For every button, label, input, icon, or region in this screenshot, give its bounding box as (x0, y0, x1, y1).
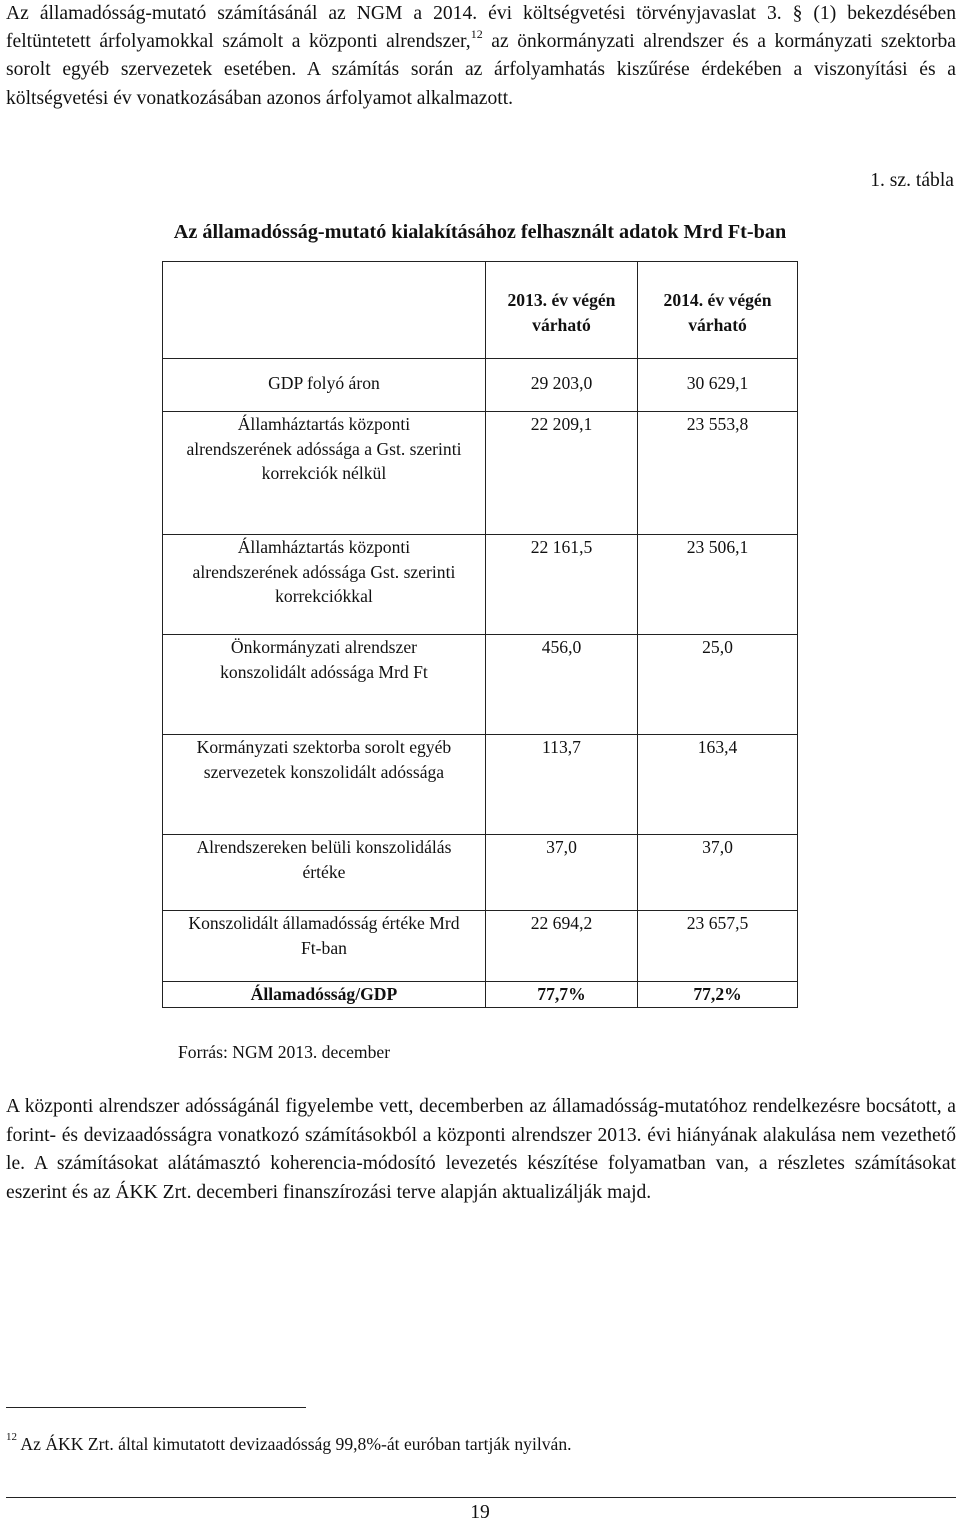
summary-row (163, 982, 798, 1008)
footnote-separator (6, 1407, 306, 1408)
header-2014: 2014. év végén várható (638, 262, 798, 359)
table-row (163, 412, 798, 535)
footnote-reference[interactable]: 12 (470, 26, 483, 41)
row-label: Önkormányzati alrendszer konszolidált adóssága Mrd Ft (163, 635, 486, 735)
value-2014: 23 506,1 (638, 535, 798, 635)
debt-data-table (162, 261, 798, 1008)
page-footer-separator (6, 1497, 956, 1498)
footnote (6, 1431, 572, 1455)
row-label: Kormányzati szektorba sorolt egyéb szervezetek konszolidált adóssága (163, 735, 486, 835)
row-label: Konszolidált államadósság értéke Mrd Ft-ban (163, 911, 486, 982)
value-2014: 25,0 (638, 635, 798, 735)
value-2014: 30 629,1 (638, 359, 798, 412)
table-row (163, 911, 798, 982)
table-reference: 1. sz. tábla (870, 170, 954, 191)
closing-paragraph: A központi alrendszer adósságánál figyelembe vett, decemberben az államadósság-mutatóhoz rendelkezésre bocsátott, a forint- és devizaadósságra vonatkozó számításokból a központi alrendszer 2013. évi hiányának alakulása nem vezethető le. A számításokat alátámasztó koherencia-módosító levezetés készítése folyamatban van, a részletes számításokat eszerint és az ÁKK Zrt. decemberi finanszírozási terve alapján aktualizálják majd. (6, 1096, 956, 1203)
value-2014: 23 553,8 (638, 412, 798, 535)
row-label: Államháztartás központi alrendszerének adóssága Gst. szerinti korrekciókkal (163, 535, 486, 635)
value-2013: 113,7 (485, 735, 637, 835)
table-header-row (163, 262, 798, 359)
table-row (163, 359, 798, 412)
value-2013: 456,0 (485, 635, 637, 735)
summary-value-2014: 77,2% (638, 982, 798, 1008)
row-label: Államháztartás központi alrendszerének adóssága a Gst. szerinti korrekciók nélkül (163, 412, 486, 535)
intro-text-part1: Az államadósság-mutató számításánál az NGM a 2014. évi költségvetési törvényjavaslat 3. § (1) bekezdésében feltüntetett árfolyamokkal számolt a központi alrendszer, (6, 3, 956, 53)
table-row (163, 835, 798, 911)
intro-text-part2: az önkormányzati alrendszer és a kormányzati szektorba sorolt egyéb szervezetek esetében. A számítás során az árfolyamhatás kiszűrése érdekében a viszonyítási és a költségvetési év vonatkozásában azonos árfolyamot alkalmazott. (6, 31, 956, 109)
value-2014: 37,0 (638, 835, 798, 911)
table-row (163, 735, 798, 835)
summary-label: Államadósság/GDP (163, 982, 486, 1008)
row-label: GDP folyó áron (163, 359, 486, 412)
table-row (163, 535, 798, 635)
value-2013: 22 161,5 (485, 535, 637, 635)
value-2014: 23 657,5 (638, 911, 798, 982)
table-row (163, 635, 798, 735)
value-2013: 22 209,1 (485, 412, 637, 535)
table-source: Forrás: NGM 2013. december (178, 1042, 391, 1062)
value-2013: 29 203,0 (485, 359, 637, 412)
row-label: Alrendszereken belüli konszolidálás értéke (163, 835, 486, 911)
summary-value-2013: 77,7% (485, 982, 637, 1008)
footnote-text: Az ÁKK Zrt. által kimutatott devizaadósság 99,8%-át euróban tartják nyilván. (17, 1434, 572, 1454)
header-2013: 2013. év végén várható (485, 262, 637, 359)
intro-paragraph (6, 0, 956, 113)
footnote-number: 12 (6, 1431, 17, 1444)
value-2013: 37,0 (485, 835, 637, 911)
page-number: 19 (470, 1502, 490, 1523)
value-2013: 22 694,2 (485, 911, 637, 982)
header-empty-cell (163, 262, 486, 359)
value-2014: 163,4 (638, 735, 798, 835)
table-title: Az államadósság-mutató kialakításához felhasznált adatok Mrd Ft-ban (173, 221, 787, 243)
